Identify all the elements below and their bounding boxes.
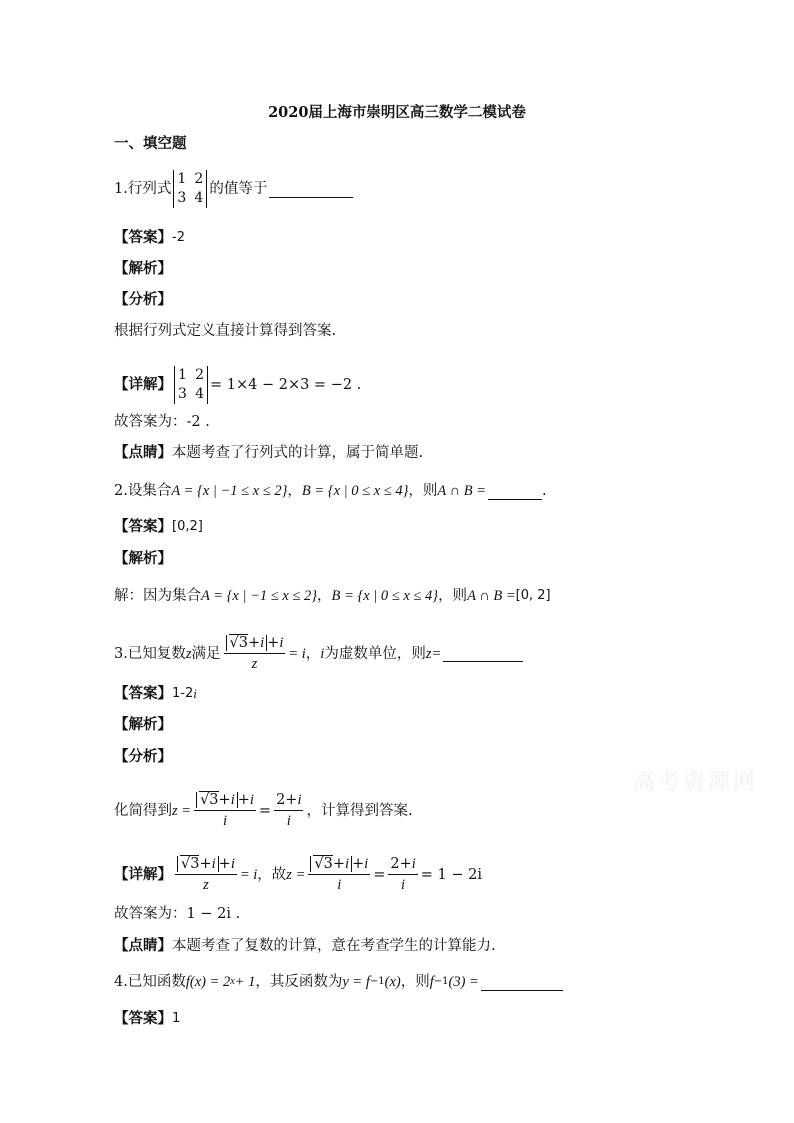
detail-1: 【详解】 1 2 3 4 = 1×4 − 2×3 = −2 . — [114, 367, 362, 402]
fenxi-text: 根据行列式定义直接计算得到答案. — [114, 323, 337, 339]
fenxi-3: 化简得到 z = $\frac{√3+i +i}{i}$ = $\frac{2+i}{i}$ ，计算得到答案. — [114, 792, 413, 829]
answer-2: 【答案】 [0,2] — [114, 518, 203, 535]
dianjing-1: 【点睛】 本题考查了行列式的计算，属于简单题. — [114, 444, 424, 461]
dianjing-3: 【点睛】 本题考查了复数的计算，意在考查学生的计算能力. — [114, 937, 496, 954]
answer-blank — [443, 645, 523, 662]
solution-2: 解：因为集合 A = {x | −1 ≤ x ≤ 2} ， B = {x | 0 ≤ x ≤ 4} ，则 A ∩ B = [0, 2] — [114, 588, 551, 604]
question-1: 1. 行列式 1 2 3 4 的值等于 — [114, 170, 353, 208]
question-3: 3. 已知复数 z 满足 $\frac{√3+i +i}{z}$ = i ， i 为虚数单位，则 z= — [114, 634, 523, 673]
answer-blank — [481, 974, 563, 991]
conclusion-3: 故答案为：1 − 2i . — [114, 906, 241, 922]
question-2: 2. 设集合 A = {x | −1 ≤ x ≤ 2} ， B = {x | 0 ≤ x ≤ 4} ，则 A ∩ B = . — [114, 483, 547, 499]
answer-1: 【答案】 -2 — [114, 229, 185, 246]
answer-3: 【答案】 1-2 i — [114, 685, 197, 702]
analysis-label: 【解析】 — [114, 550, 172, 567]
analysis-label: 【解析】 — [114, 260, 172, 277]
page-title: 2020届上海市崇明区高三数学二模试卷 — [268, 104, 526, 121]
fenxi-label: 【分析】 — [114, 291, 172, 308]
determinant: 1 2 3 4 — [173, 170, 207, 208]
watermark: 高考资源网 — [633, 770, 759, 795]
section-heading: 一、填空题 — [114, 135, 187, 152]
answer-blank — [488, 483, 542, 500]
question-4: 4. 已知函数 f(x) = 2 x + 1 ，其反函数为 y = f −1 (x) ，则 f −1 (3) = — [114, 972, 563, 992]
answer-blank — [269, 181, 353, 198]
analysis-label: 【解析】 — [114, 716, 172, 733]
fenxi-label: 【分析】 — [114, 748, 172, 765]
answer-4: 【答案】 1 — [114, 1010, 181, 1027]
detail-3: 【详解】 $\frac{√3+i +i}{z}$ = i ，故 z = $\frac{√3+i +i}{i}$ = $\frac{2+i}{i}$ = 1 − 2i — [114, 856, 482, 893]
conclusion-1: 故答案为：-2 . — [114, 414, 210, 430]
